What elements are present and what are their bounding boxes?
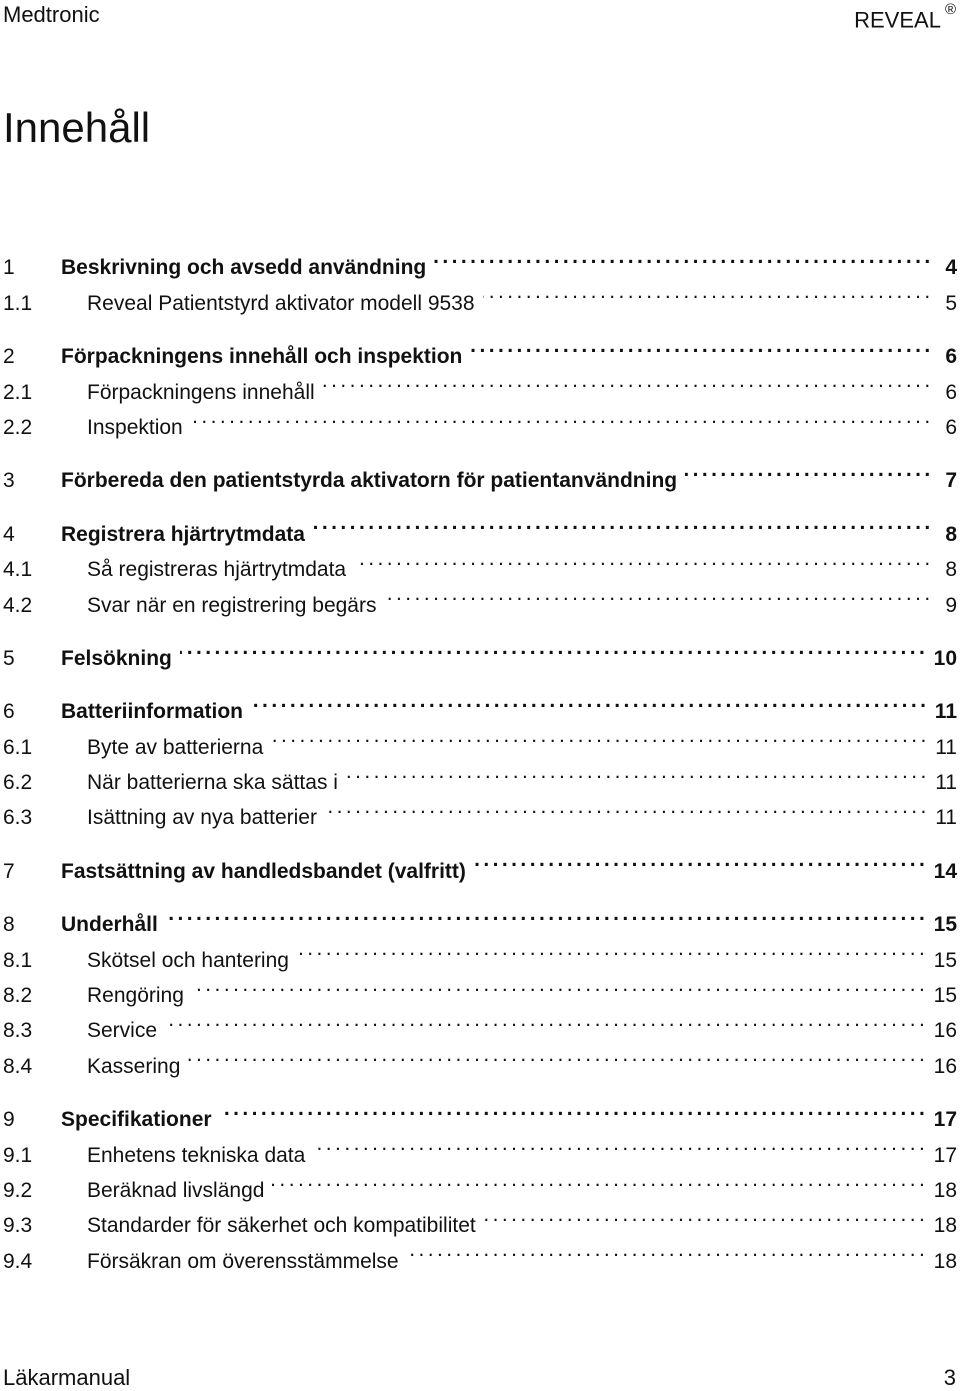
toc-entry-title: Försäkran om överensstämmelse bbox=[87, 1249, 399, 1273]
toc-dot-leader bbox=[407, 1232, 924, 1267]
toc-entry-title: Standarder för säkerhet och kompatibilitet bbox=[87, 1214, 476, 1238]
toc-entry-page: 15 bbox=[933, 984, 957, 1008]
toc-group bbox=[3, 896, 957, 1078]
header-brand: Medtronic bbox=[3, 2, 100, 27]
footer-page-number: 3 bbox=[943, 1365, 956, 1390]
toc-dot-leader bbox=[346, 754, 925, 789]
toc-entry-title: Reveal Patientstyrd aktivator modell 9538 bbox=[87, 291, 475, 315]
toc-entry-title: Byte av batterierna bbox=[87, 735, 264, 759]
toc-entry-number: 6.3 bbox=[3, 806, 33, 830]
toc-entry-number: 9 bbox=[3, 1108, 15, 1132]
toc-chapter-entry[interactable] bbox=[3, 630, 957, 670]
toc-entry-page: 17 bbox=[933, 1143, 957, 1167]
toc-entry-page: 7 bbox=[945, 469, 957, 493]
toc-entry-number: 2 bbox=[3, 345, 15, 369]
toc-entry-number: 6.1 bbox=[3, 735, 33, 759]
toc-entry-number: 4.2 bbox=[3, 593, 33, 617]
toc-entry-page: 6 bbox=[945, 345, 957, 369]
registered-mark: ® bbox=[944, 1, 956, 18]
toc-dot-leader bbox=[313, 1126, 923, 1161]
toc-entry-page: 6 bbox=[945, 380, 957, 404]
toc-dot-leader bbox=[484, 1197, 924, 1232]
toc-entry-number: 8 bbox=[3, 913, 15, 937]
toc-entry-page: 10 bbox=[933, 646, 957, 670]
header-product bbox=[854, 2, 956, 33]
toc-entry-page: 11 bbox=[935, 735, 957, 759]
toc-dot-leader bbox=[434, 239, 929, 274]
toc-entry-page: 16 bbox=[933, 1019, 957, 1043]
toc-chapter-entry[interactable] bbox=[3, 505, 957, 546]
toc-entry-number: 6 bbox=[3, 700, 15, 724]
toc-group bbox=[3, 683, 957, 830]
toc-entry-page: 6 bbox=[945, 415, 957, 439]
toc-chapter-entry[interactable] bbox=[3, 328, 957, 369]
toc-group bbox=[3, 505, 957, 617]
toc-entry-number: 8.2 bbox=[3, 984, 33, 1008]
toc-entry-number: 8.1 bbox=[3, 948, 33, 972]
toc-entry-number: 1.1 bbox=[3, 291, 33, 315]
toc-dot-leader bbox=[297, 931, 924, 966]
toc-entry-number: 4 bbox=[3, 522, 15, 546]
toc-dot-leader bbox=[220, 1091, 924, 1126]
toc-entry-number: 8.4 bbox=[3, 1054, 33, 1078]
toc-entry-page: 14 bbox=[933, 859, 957, 883]
toc-entry-page: 17 bbox=[933, 1108, 957, 1132]
toc-entry-page: 4 bbox=[945, 256, 957, 280]
toc-dot-leader bbox=[474, 842, 924, 877]
toc-entry-title: Specifikationer bbox=[61, 1108, 212, 1132]
toc-group bbox=[3, 842, 957, 883]
toc-dot-leader bbox=[354, 541, 929, 576]
toc-entry-title: Så registreras hjärtrytmdata bbox=[87, 558, 347, 582]
toc-entry-number: 2.1 bbox=[3, 380, 33, 404]
toc-entry-page: 18 bbox=[933, 1178, 957, 1202]
toc-entry-title: Felsökning bbox=[61, 646, 172, 670]
toc-entry-page: 18 bbox=[933, 1249, 957, 1273]
toc-chapter-entry[interactable] bbox=[3, 683, 957, 724]
toc-entry-title: Isättning av nya batterier bbox=[87, 806, 317, 830]
toc-entry-number: 4.1 bbox=[3, 558, 33, 582]
toc-dot-leader bbox=[483, 274, 929, 309]
toc-entry-title: Registrera hjärtrytmdata bbox=[61, 522, 305, 546]
toc-entry-number: 6.2 bbox=[3, 771, 33, 795]
toc-dot-leader bbox=[685, 452, 929, 487]
toc-entry-page: 15 bbox=[933, 948, 957, 972]
toc-dot-leader bbox=[323, 363, 929, 398]
toc-entry-number: 2.2 bbox=[3, 415, 33, 439]
toc-dot-leader bbox=[384, 576, 929, 611]
toc-dot-leader bbox=[325, 789, 925, 824]
toc-dot-leader bbox=[165, 1002, 924, 1037]
toc-dot-leader bbox=[251, 683, 925, 718]
toc-chapter-entry[interactable] bbox=[3, 452, 957, 493]
toc-entry-title: Rengöring bbox=[87, 984, 184, 1008]
toc-dot-leader bbox=[470, 328, 929, 363]
toc-entry-page: 18 bbox=[933, 1214, 957, 1238]
toc-entry-title: Svar när en registrering begärs bbox=[87, 593, 377, 617]
toc-entry-page: 16 bbox=[933, 1054, 957, 1078]
toc-group bbox=[3, 452, 957, 493]
toc-entry-title: Inspektion bbox=[87, 415, 183, 439]
toc-chapter-entry[interactable] bbox=[3, 842, 957, 883]
toc-chapter-entry[interactable] bbox=[3, 1091, 957, 1132]
toc-dot-leader bbox=[271, 718, 925, 753]
toc-entry-number: 8.3 bbox=[3, 1019, 33, 1043]
toc-dot-leader bbox=[180, 630, 924, 665]
toc-entry-title: Kassering bbox=[87, 1054, 181, 1078]
toc-entry-title: Förbereda den patientstyrda aktivatorn för patientanvändning bbox=[61, 469, 678, 493]
toc-entry-title: Förpackningens innehåll bbox=[87, 380, 315, 404]
toc-entry-title: Förpackningens innehåll och inspektion bbox=[61, 345, 463, 369]
toc-dot-leader bbox=[192, 967, 924, 1002]
table-of-contents bbox=[3, 239, 957, 1286]
toc-group bbox=[3, 630, 957, 670]
page-title: Innehåll bbox=[3, 104, 151, 151]
footer-manual-name: Läkarmanual bbox=[3, 1365, 131, 1390]
toc-entry-title: Beskrivning och avsedd användning bbox=[61, 256, 427, 280]
toc-entry-title: Enhetens tekniska data bbox=[87, 1143, 306, 1167]
toc-entry-page: 5 bbox=[945, 291, 957, 315]
toc-entry-title: Beräknad livslängd bbox=[87, 1178, 265, 1202]
toc-chapter-entry[interactable] bbox=[3, 896, 957, 937]
toc-entry-title: Service bbox=[87, 1019, 158, 1043]
toc-entry-page: 8 bbox=[945, 522, 957, 546]
toc-entry-page: 11 bbox=[934, 700, 957, 724]
toc-entry-page: 11 bbox=[935, 771, 957, 795]
toc-chapter-entry[interactable] bbox=[3, 239, 957, 280]
toc-entry-page: 11 bbox=[935, 806, 957, 830]
toc-entry-number: 9.1 bbox=[3, 1143, 33, 1167]
toc-entry-page: 9 bbox=[945, 593, 957, 617]
toc-entry-title: Underhåll bbox=[61, 913, 158, 937]
toc-dot-leader bbox=[188, 1037, 923, 1072]
toc-group bbox=[3, 1091, 957, 1273]
toc-entry-page: 8 bbox=[945, 558, 957, 582]
toc-entry-number: 9.3 bbox=[3, 1214, 33, 1238]
toc-entry-number: 9.2 bbox=[3, 1178, 33, 1202]
toc-entry-number: 3 bbox=[3, 469, 15, 493]
toc-entry-number: 9.4 bbox=[3, 1249, 33, 1273]
toc-entry-title: När batterierna ska sättas i bbox=[87, 771, 338, 795]
toc-entry-title: Fastsättning av handledsbandet (valfritt) bbox=[61, 859, 466, 883]
toc-entry-title: Skötsel och hantering bbox=[87, 948, 289, 972]
toc-dot-leader bbox=[272, 1162, 923, 1197]
toc-group bbox=[3, 239, 957, 315]
toc-dot-leader bbox=[191, 399, 929, 434]
toc-entry-page: 15 bbox=[933, 913, 957, 937]
toc-dot-leader bbox=[166, 896, 924, 931]
toc-entry-title: Batteriinformation bbox=[61, 700, 244, 724]
toc-dot-leader bbox=[313, 505, 929, 540]
toc-group bbox=[3, 328, 957, 439]
toc-entry-number: 7 bbox=[3, 859, 15, 883]
header-product-name: REVEAL bbox=[854, 7, 941, 33]
toc-entry-number: 5 bbox=[3, 646, 15, 670]
toc-entry-number: 1 bbox=[3, 256, 15, 280]
